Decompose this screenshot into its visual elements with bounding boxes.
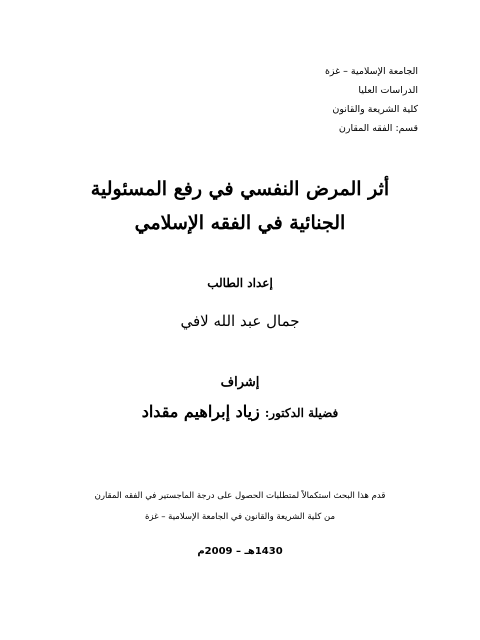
prepared-by-label: إعداد الطالب xyxy=(207,276,273,290)
student-name: جمال عبد الله لافي xyxy=(180,312,300,330)
submission-statement xyxy=(40,486,440,528)
supervisor-name: زياد إبراهيم مقداد xyxy=(141,402,260,421)
faculty-name: كلية الشريعة والقانون xyxy=(332,104,418,115)
department-name: قسم: الفقه المقارن xyxy=(338,123,418,134)
thesis-title-line-2: الجنائية في الفقه الإسلامي xyxy=(134,212,346,234)
university-name: الجامعة الإسلامية – غزة xyxy=(324,66,418,77)
statement-line-1: قدم هذا البحث استكمالاً لمتطلبات الحصول على درجة الماجستير في الفقه المقارن xyxy=(94,491,386,501)
thesis-title-line-1: أثر المرض النفسي في رفع المسئولية xyxy=(90,178,390,200)
supervisor-title: فضيلة الدكتور: xyxy=(264,406,339,420)
statement-line-2: من كلية الشريعة والقانون في الجامعة الإسلامية – غزة xyxy=(144,512,336,522)
submission-date: 1430هـ – 2009م xyxy=(197,546,283,557)
supervision-label: إشراف xyxy=(220,375,260,390)
graduate-studies: الدراسات العليا xyxy=(358,85,418,96)
thesis-title xyxy=(40,172,440,240)
supervisor-line xyxy=(40,402,440,421)
institution-header xyxy=(198,62,418,138)
